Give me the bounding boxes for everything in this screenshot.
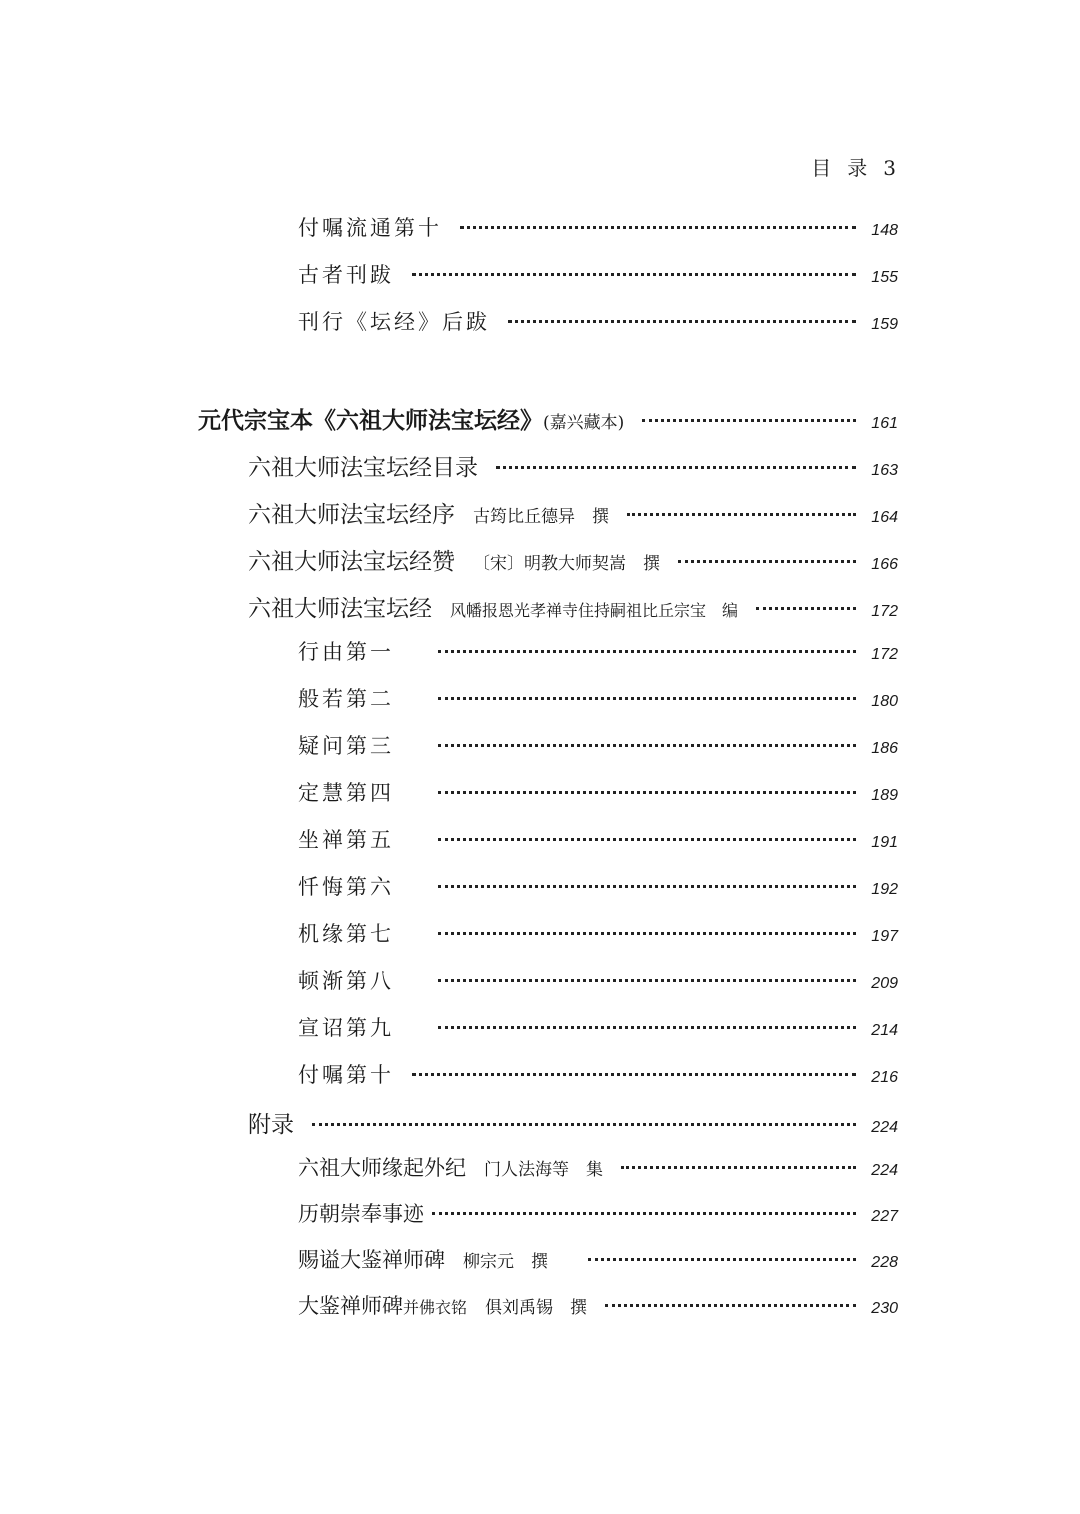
toc-entry-subtitle: (嘉兴藏本) bbox=[543, 413, 625, 433]
dot-leader bbox=[627, 513, 856, 516]
toc-entry-title: 六祖大师法宝坛经序 bbox=[248, 502, 455, 528]
dot-leader bbox=[642, 419, 856, 422]
toc-entry-page: 159 bbox=[871, 316, 898, 333]
toc-entry-page: 161 bbox=[871, 415, 898, 432]
toc-entry-title-main: 元代宗宝本《六祖大师法宝坛经》 bbox=[198, 408, 543, 434]
toc-entry-page: 216 bbox=[871, 1069, 898, 1086]
dot-leader bbox=[438, 979, 856, 982]
toc-entry-subtitle: 并佛衣铭 bbox=[403, 1298, 468, 1317]
toc-entry-title bbox=[198, 402, 624, 435]
toc-entry-author: 门人法海等 集 bbox=[484, 1160, 603, 1180]
toc-chapter-entry[interactable] bbox=[298, 777, 898, 817]
toc-chapter-entry[interactable] bbox=[298, 965, 898, 1005]
toc-chapter-entry[interactable] bbox=[298, 683, 898, 723]
dot-leader bbox=[432, 1212, 856, 1215]
toc-entry-title-main: 大鉴禅师碑 bbox=[298, 1294, 403, 1318]
toc-entry-page: 186 bbox=[871, 740, 898, 757]
dot-leader bbox=[438, 744, 856, 747]
header-section-2: 录 bbox=[847, 156, 870, 180]
toc-entry[interactable] bbox=[248, 543, 898, 583]
toc-entry-page: 180 bbox=[871, 693, 898, 710]
toc-entry[interactable] bbox=[298, 1198, 898, 1238]
toc-entry-title: 定慧第四 bbox=[298, 781, 394, 805]
toc-entry-page: 224 bbox=[871, 1119, 898, 1136]
header-section: 目 bbox=[811, 156, 834, 180]
toc-entry-page: 227 bbox=[871, 1208, 898, 1225]
dot-leader bbox=[460, 226, 856, 229]
dot-leader bbox=[756, 607, 856, 610]
dot-leader bbox=[438, 650, 856, 653]
toc-entry[interactable] bbox=[248, 1106, 898, 1146]
toc-chapter-entry[interactable] bbox=[298, 1012, 898, 1052]
toc-entry-page: 166 bbox=[871, 556, 898, 573]
toc-entry[interactable] bbox=[298, 306, 898, 346]
toc-entry-title: 坐禅第五 bbox=[298, 828, 394, 852]
toc-entry-title: 六祖大师法宝坛经赞 bbox=[248, 549, 455, 575]
dot-leader bbox=[438, 885, 856, 888]
dot-leader bbox=[312, 1123, 856, 1126]
dot-leader bbox=[412, 273, 856, 276]
toc-entry[interactable] bbox=[298, 1244, 898, 1284]
toc-entry-page: 148 bbox=[871, 222, 898, 239]
dot-leader bbox=[588, 1258, 856, 1261]
dot-leader bbox=[438, 791, 856, 794]
header-page-number: 3 bbox=[883, 156, 898, 180]
toc-entry-page: 197 bbox=[871, 928, 898, 945]
dot-leader bbox=[508, 320, 856, 323]
toc-entry-title: 机缘第七 bbox=[298, 922, 394, 946]
toc-entry[interactable] bbox=[248, 449, 898, 489]
toc-entry[interactable] bbox=[298, 1152, 898, 1192]
toc-entry-author: 柳宗元 撰 bbox=[463, 1252, 548, 1272]
toc-entry-title: 宣诏第九 bbox=[298, 1016, 394, 1040]
toc-entry-title: 付嘱流通第十 bbox=[298, 216, 442, 240]
toc-entry-page: 163 bbox=[871, 462, 898, 479]
toc-entry[interactable] bbox=[298, 259, 898, 299]
toc-entry-page: 155 bbox=[871, 269, 898, 286]
dot-leader bbox=[438, 838, 856, 841]
toc-entry-title: 疑问第三 bbox=[298, 734, 394, 758]
toc-chapter-entry[interactable] bbox=[298, 1059, 898, 1099]
dot-leader bbox=[438, 697, 856, 700]
toc-entry-author: 古筠比丘德异 撰 bbox=[473, 507, 609, 527]
dot-leader bbox=[678, 560, 856, 563]
dot-leader bbox=[621, 1166, 856, 1169]
dot-leader bbox=[438, 1026, 856, 1029]
toc-chapter-entry[interactable] bbox=[298, 636, 898, 676]
toc-entry-page: 192 bbox=[871, 881, 898, 898]
toc-entry-page: 228 bbox=[871, 1254, 898, 1271]
toc-entry-title: 古者刊跋 bbox=[298, 263, 394, 287]
toc-entry-title: 六祖大师法宝坛经 bbox=[248, 596, 432, 622]
toc-entry-title: 六祖大师缘起外纪 bbox=[298, 1156, 466, 1180]
toc-entry-page: 172 bbox=[871, 646, 898, 663]
toc-entry-title: 付嘱第十 bbox=[298, 1063, 394, 1087]
toc-entry[interactable] bbox=[248, 496, 898, 536]
toc-entry[interactable] bbox=[248, 590, 898, 630]
toc-entry-author: 〔宋〕明教大师契嵩 撰 bbox=[473, 554, 660, 574]
toc-entry-author: 风幡报恩光孝禅寺住持嗣祖比丘宗宝 编 bbox=[450, 601, 739, 620]
toc-entry-page: 209 bbox=[871, 975, 898, 992]
running-header bbox=[790, 152, 898, 181]
toc-entry[interactable] bbox=[298, 1290, 898, 1330]
toc-chapter-entry[interactable] bbox=[298, 730, 898, 770]
toc-entry-title: 六祖大师法宝坛经目录 bbox=[248, 455, 478, 481]
toc-entry-page: 214 bbox=[871, 1022, 898, 1039]
toc-entry-page: 189 bbox=[871, 787, 898, 804]
toc-entry-author: 俱刘禹锡 撰 bbox=[485, 1298, 588, 1318]
dot-leader bbox=[605, 1304, 856, 1307]
toc-entry-title: 顿渐第八 bbox=[298, 969, 394, 993]
toc-chapter-entry[interactable] bbox=[298, 871, 898, 911]
dot-leader bbox=[438, 932, 856, 935]
toc-entry-title: 行由第一 bbox=[298, 640, 394, 664]
toc-entry-page: 224 bbox=[871, 1162, 898, 1179]
toc-section-entry[interactable] bbox=[198, 402, 898, 442]
toc-entry-title bbox=[298, 1290, 467, 1320]
toc-entry-page: 191 bbox=[871, 834, 898, 851]
toc-entry[interactable] bbox=[298, 212, 898, 252]
toc-entry-page: 164 bbox=[871, 509, 898, 526]
toc-entry-page: 230 bbox=[871, 1300, 898, 1317]
toc-chapter-entry[interactable] bbox=[298, 918, 898, 958]
toc-entry-title: 忏悔第六 bbox=[298, 875, 394, 899]
toc-chapter-entry[interactable] bbox=[298, 824, 898, 864]
toc-entry-title: 般若第二 bbox=[298, 687, 394, 711]
toc-entry-title: 历朝崇奉事迹 bbox=[298, 1202, 424, 1226]
dot-leader bbox=[496, 466, 856, 469]
toc-entry-title: 刊行《坛经》后跋 bbox=[298, 310, 490, 334]
toc-entry-page: 172 bbox=[871, 603, 898, 620]
dot-leader bbox=[412, 1073, 856, 1076]
toc-entry-title: 赐谥大鉴禅师碑 bbox=[298, 1248, 445, 1272]
toc-entry-title: 附录 bbox=[248, 1112, 294, 1138]
